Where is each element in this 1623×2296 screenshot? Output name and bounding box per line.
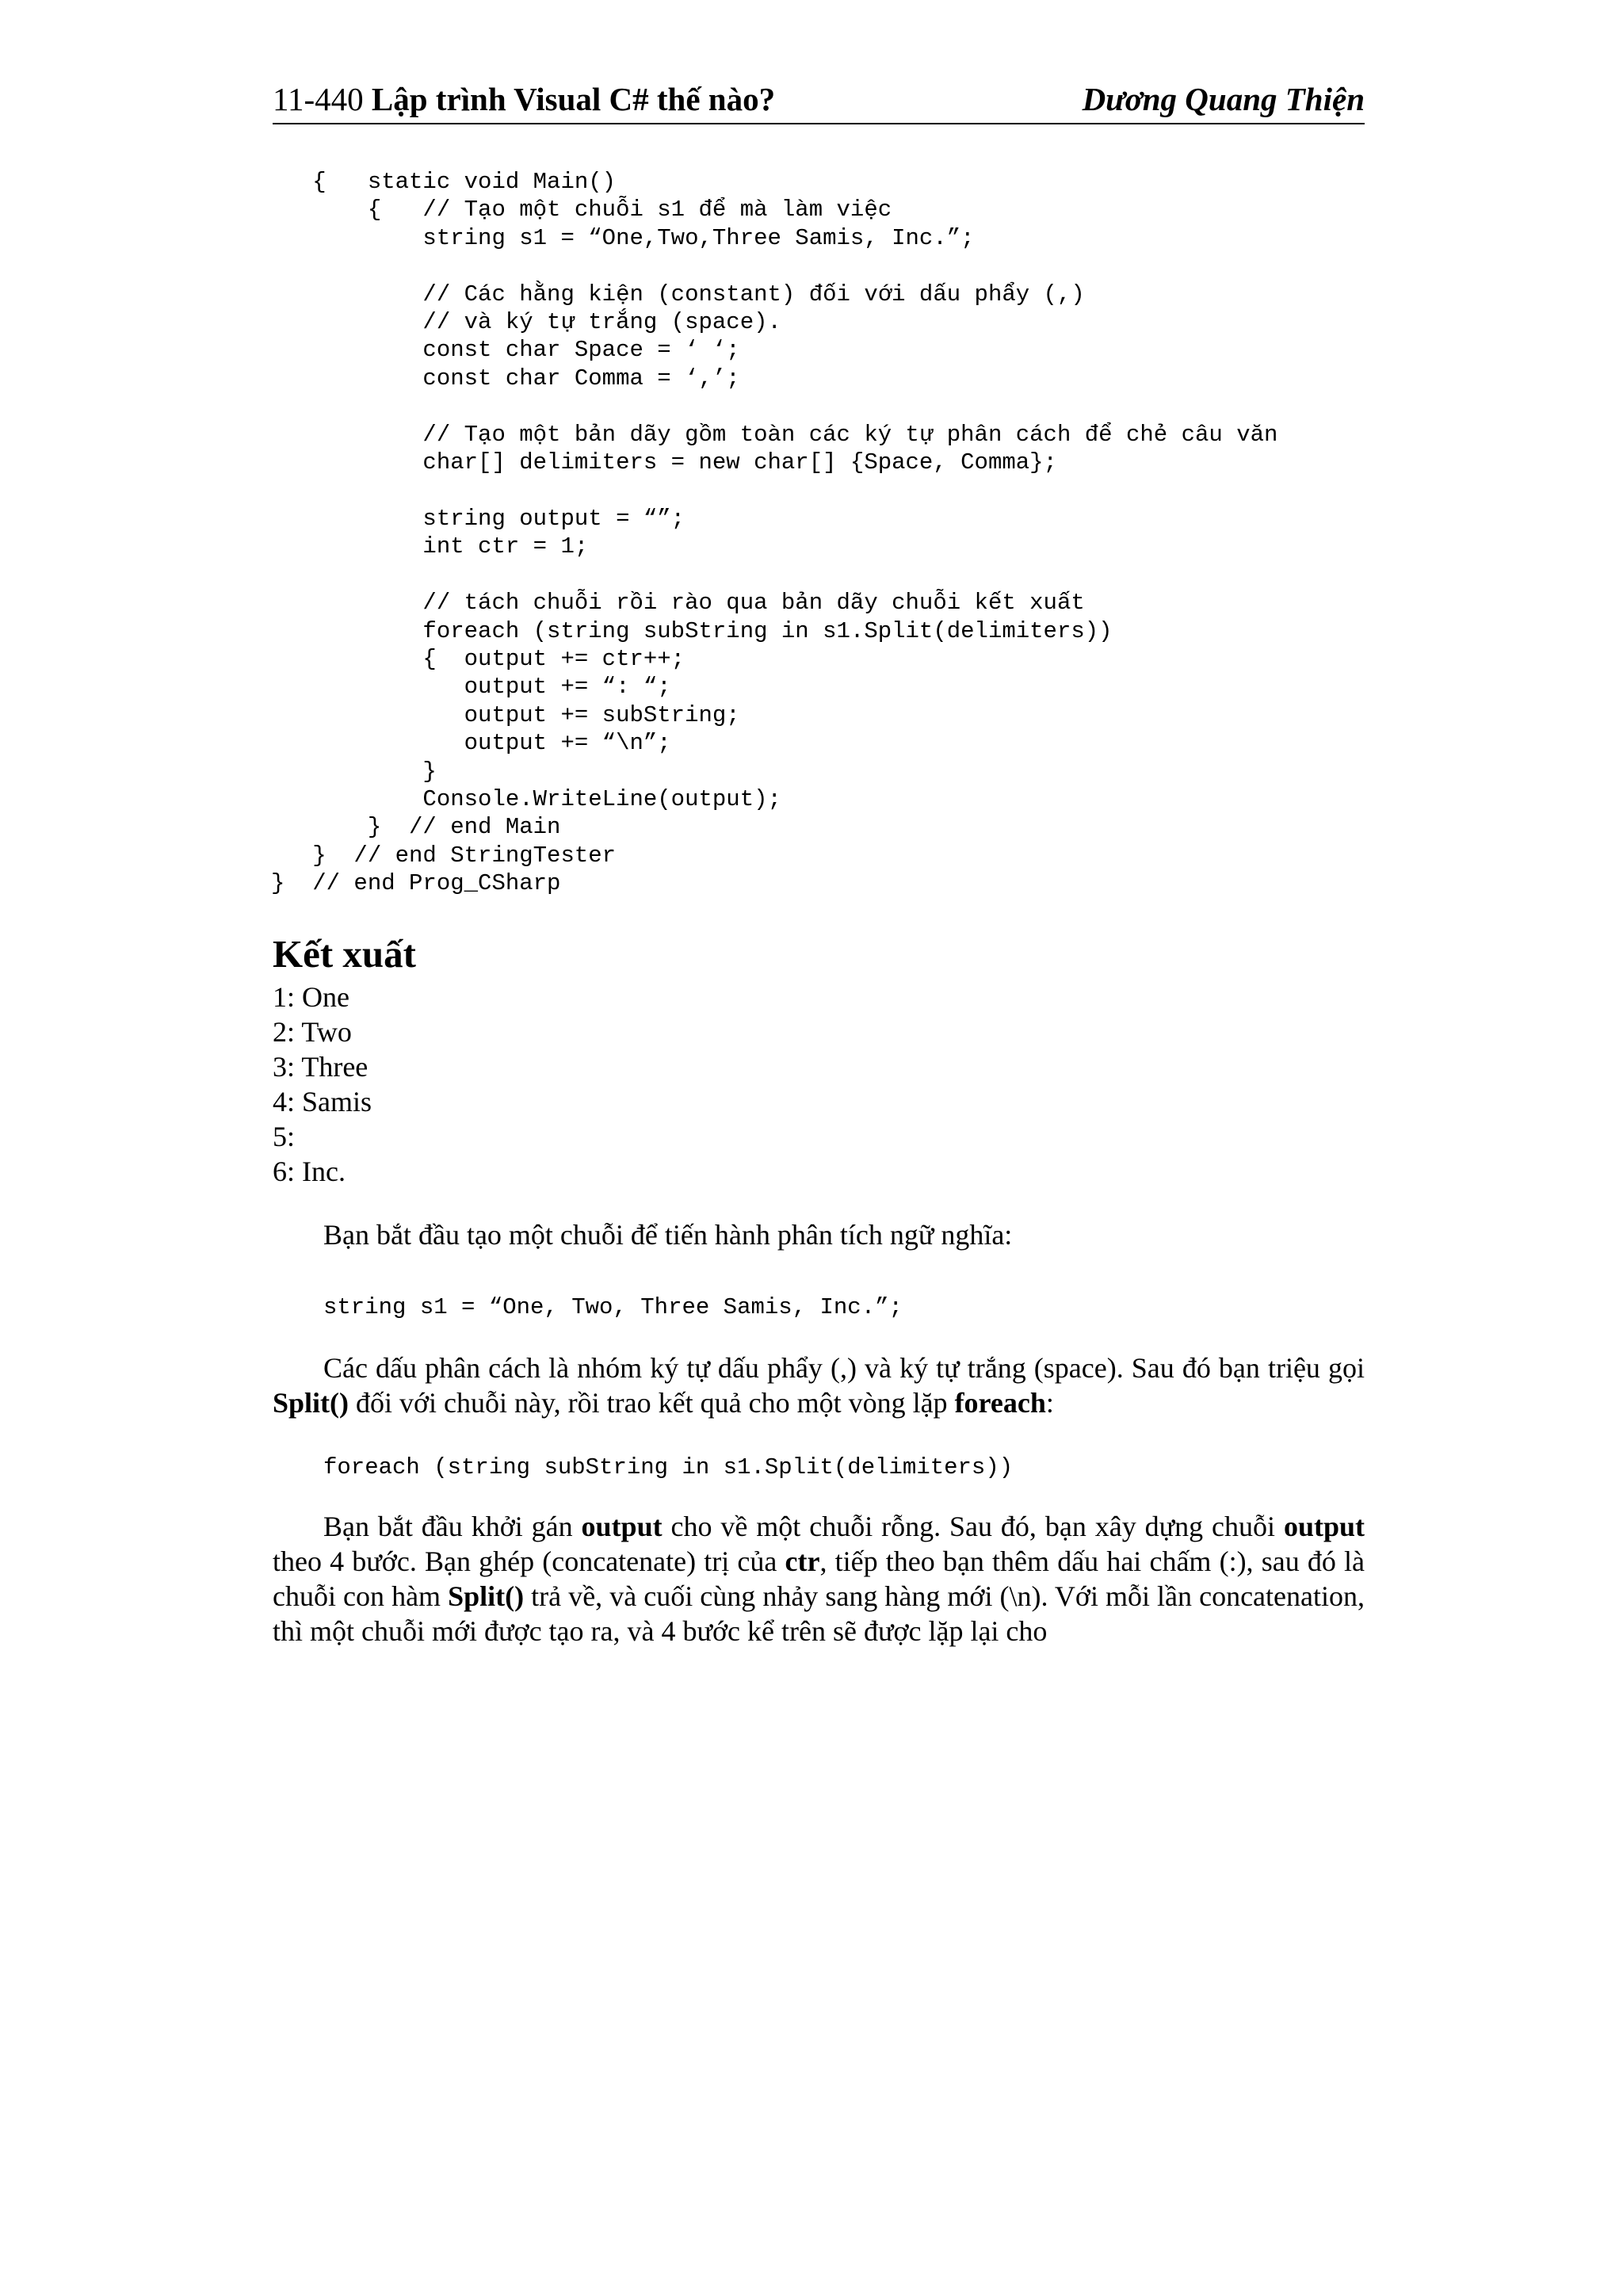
output-line: 2: Two [273, 1016, 352, 1048]
output-line: 3: Three [273, 1051, 369, 1083]
paragraph-3-text: cho về một chuỗi rỗng. Sau đó, bạn xây dựng chuỗi [662, 1511, 1284, 1542]
code-snippet-2: foreach (string subString in s1.Split(delimiters)) [323, 1454, 1014, 1480]
paragraph-3-bold: Split() [448, 1580, 525, 1612]
paragraph-3-bold: output [581, 1511, 663, 1542]
paragraph-2-text: đối với chuỗi này, rồi trao kết quả cho một vòng lặp [349, 1387, 955, 1419]
paragraph-3-bold: output [1283, 1511, 1365, 1542]
output-line: 6: Inc. [273, 1156, 346, 1187]
output-line: 4: Samis [273, 1086, 372, 1117]
paragraph-2-bold: Split() [273, 1387, 349, 1419]
output-line: 1: One [273, 981, 349, 1013]
output-line: 5: [273, 1121, 296, 1152]
paragraph-1: Bạn bắt đầu tạo một chuỗi để tiến hành phân tích ngữ nghĩa: [323, 1219, 1013, 1251]
header-left [273, 75, 775, 123]
paragraph-3-text: trả về, và cuối cùng nhảy sang hàng mới (\n). Với mỗi lần concatenation, thì một chuỗi mới được tạo ra, và 4 bước kể trên sẽ được lặp lại cho [273, 1580, 1365, 1647]
paragraph-3 [273, 1509, 1365, 1648]
section-title: Kết xuất [273, 932, 416, 976]
code-listing: { static void Main() { // Tạo một chuỗi s1 để mà làm việc string s1 = “One,Two,Three Samis, Inc.”; // Các hằng kiện (constant) đối với dấu phẩy (,) // và ký tự trắng (space). const char Space = ‘ ‘; const char Comma = ‘,’; // Tạo một bản dãy gồm toàn các ký tự phân cách để chẻ câu văn char[] delimiters = new char[] {Space, Comma}; string output = “”; int ctr = 1; // tách chuỗi rồi rào qua bản dãy chuỗi kết xuất foreach (string subString in s1.Split(delimiters)) { output += ctr++; output += “: “; output += subString; output += “\n”; } Console.WriteLine(output); } // end Main } // end StringTester } // end Prog_CSharp [271, 169, 1278, 897]
paragraph-3-text: theo 4 bước. Bạn ghép (concatenate) trị của [273, 1545, 785, 1577]
book-title: Lập trình Visual C# thế nào? [371, 81, 776, 117]
page-number: 11-440 [273, 81, 372, 117]
paragraph-3-bold: ctr [785, 1545, 820, 1577]
page-header [273, 75, 1365, 124]
paragraph-2 [273, 1350, 1365, 1420]
paragraph-3-text: , tiếp theo bạn thêm dấu hai chấm (:), sau đó là chuỗi con hàm [273, 1545, 1365, 1612]
paragraph-3-text: Bạn bắt đầu khởi gán [323, 1511, 582, 1542]
code-snippet-1: string s1 = “One, Two, Three Samis, Inc.”; [323, 1294, 903, 1320]
paragraph-2-text: Các dấu phân cách là nhóm ký tự dấu phẩy (,) và ký tự trắng (space). Sau đó bạn triệu gọi [323, 1352, 1365, 1384]
paragraph-2-text: : [1045, 1387, 1054, 1419]
output-list [273, 980, 372, 1189]
author-name: Dương Quang Thiện [1082, 81, 1365, 117]
paragraph-2-bold: foreach [954, 1387, 1046, 1419]
